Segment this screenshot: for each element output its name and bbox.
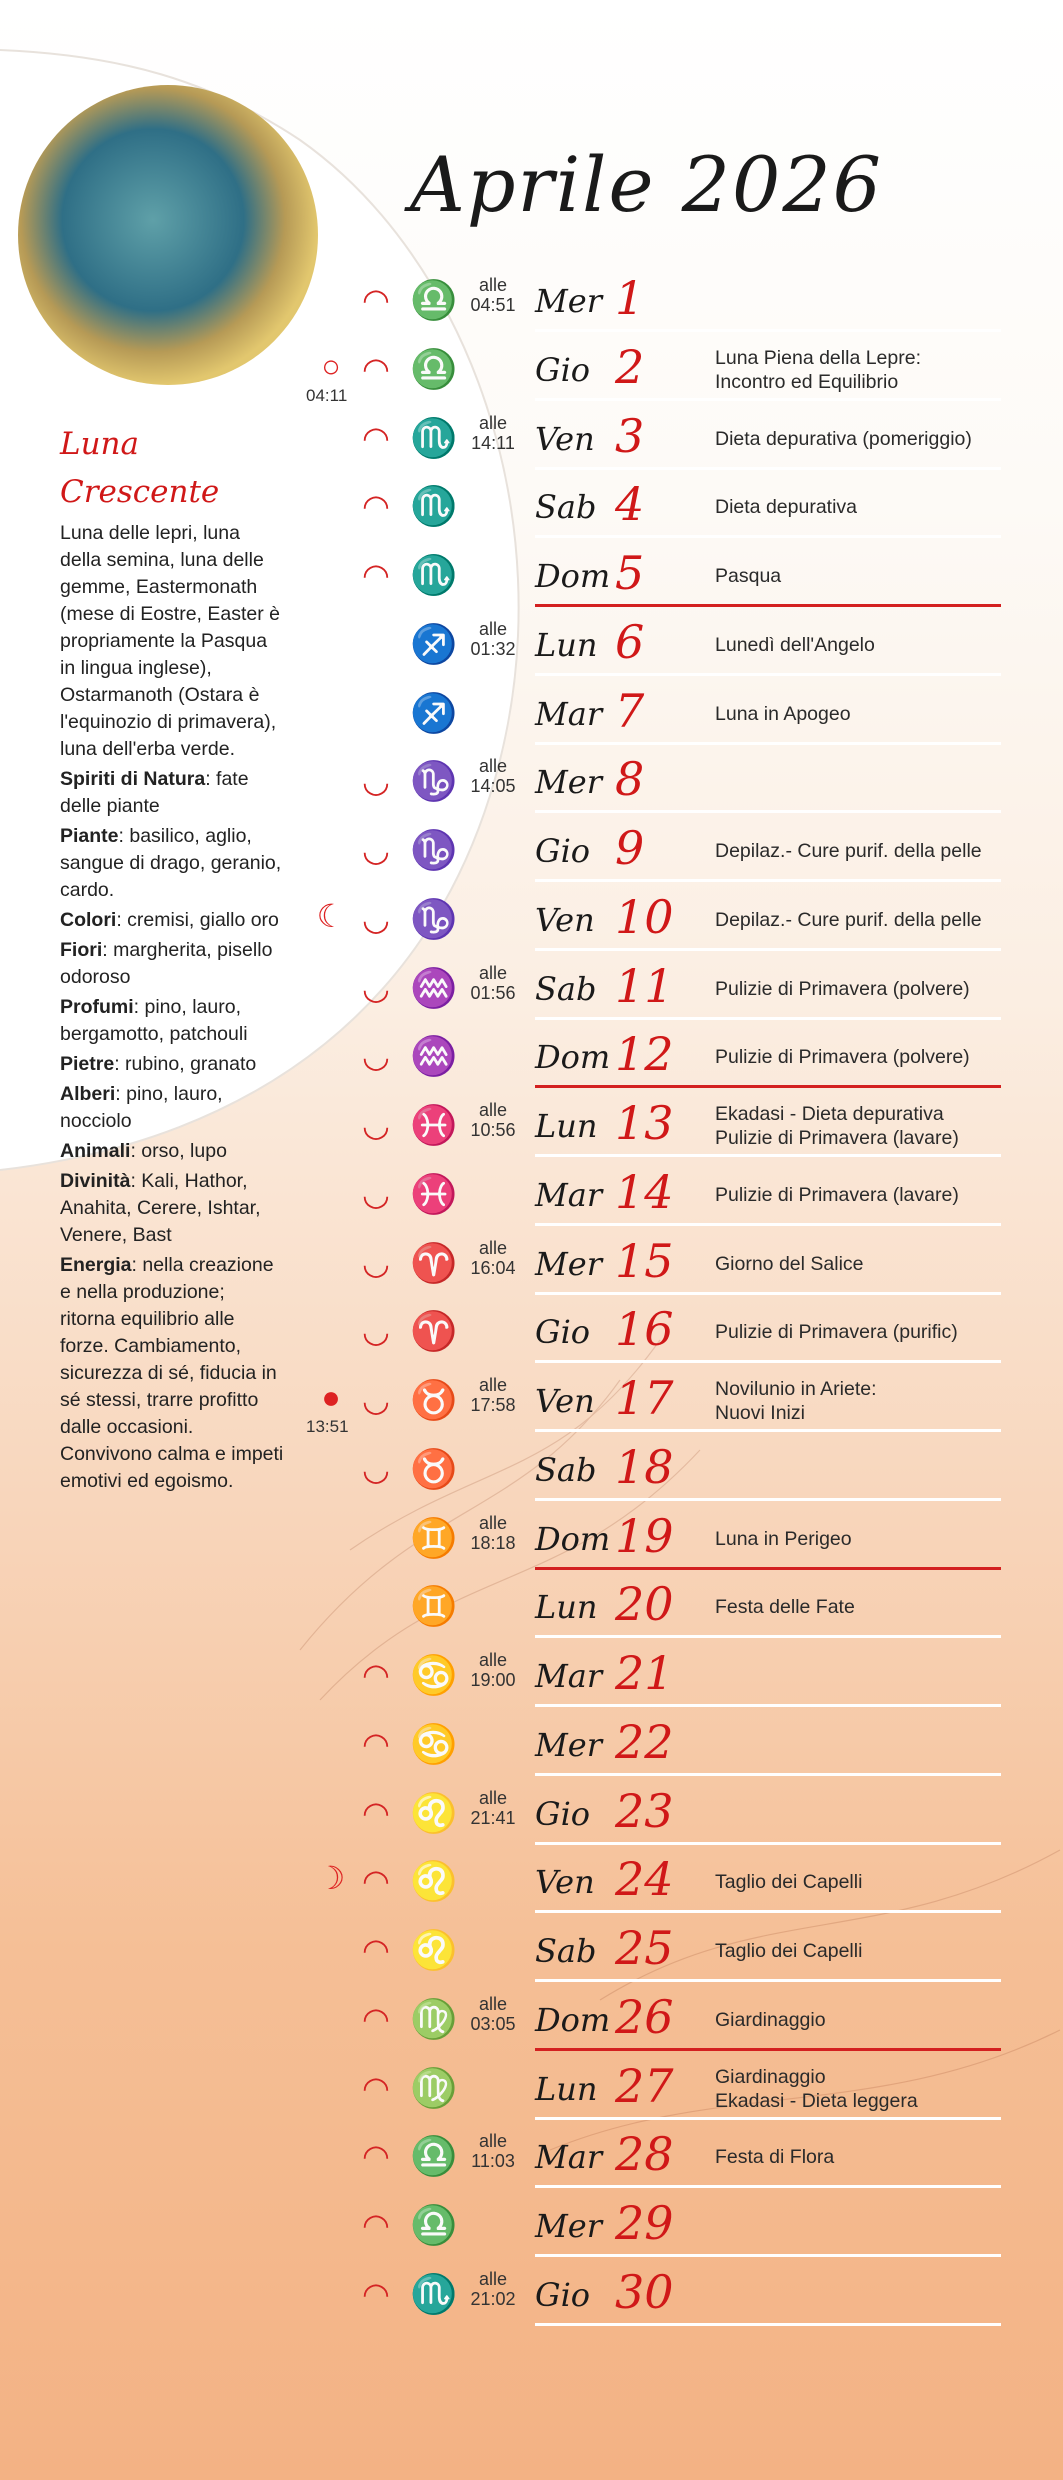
weekday-label: Mar	[535, 1176, 603, 1214]
day-number: 15	[615, 1234, 674, 1288]
moon-arc-icon: ◠	[362, 1726, 390, 1762]
alle-label: alle	[478, 1100, 508, 1120]
moon-arc-icon: ◠	[362, 488, 390, 524]
event-line: Pulizie di Primavera (polvere)	[715, 978, 970, 1000]
zodiac-sign-icon: ♓	[410, 1174, 458, 1216]
calendar-row	[0, 1986, 1063, 2055]
row-separator	[535, 1704, 1001, 1707]
moon-arc-icon: ◠	[362, 1932, 390, 1968]
weekday-label: Gio	[535, 1795, 591, 1833]
moon-arc-icon: ◠	[362, 2070, 390, 2106]
sign-change-clock: 14:05	[470, 776, 516, 796]
moon-phase-time: 04:11	[306, 386, 348, 405]
calendar-row	[0, 1505, 1063, 1574]
moon-phase-icon: ○	[321, 348, 341, 384]
sign-change-time	[470, 963, 516, 1003]
weekday-label: Gio	[535, 351, 591, 389]
calendar-row	[0, 817, 1063, 886]
day-number: 13	[615, 1096, 674, 1150]
weekday-label: Lun	[535, 2070, 598, 2108]
event-line: Nuovi Inizi	[715, 1402, 805, 1424]
zodiac-sign-icon: ♎	[410, 2205, 458, 2247]
weekday-label: Mer	[535, 763, 602, 801]
event-text	[715, 427, 972, 451]
day-number: 23	[615, 1784, 674, 1838]
calendar-row	[0, 542, 1063, 611]
alle-label: alle	[478, 1375, 508, 1395]
row-separator	[535, 1842, 1001, 1845]
sign-change-clock: 21:02	[470, 2289, 516, 2309]
day-number: 27	[615, 2059, 674, 2113]
calendar-row	[0, 1436, 1063, 1505]
day-number: 5	[615, 546, 645, 600]
sidebar-item-text: : Kali, Hathor, Anahita, Cerere, Ishtar, Venere, Bast	[60, 1170, 261, 1246]
alle-label: alle	[478, 619, 508, 639]
event-text	[715, 495, 857, 519]
row-separator	[535, 329, 1001, 332]
sidebar-heading-line1: Luna	[60, 426, 139, 462]
sign-change-time	[470, 1375, 516, 1415]
day-number: 30	[615, 2265, 674, 2319]
alle-label: alle	[478, 1513, 508, 1533]
calendar-row	[0, 336, 1063, 405]
day-number: 22	[615, 1715, 674, 1769]
zodiac-sign-icon: ♋	[410, 1724, 458, 1766]
event-text	[715, 1252, 864, 1276]
event-line: Giardinaggio	[715, 2009, 826, 2031]
weekday-label: Mar	[535, 1657, 603, 1695]
weekday-label: Gio	[535, 1313, 591, 1351]
row-separator	[535, 1498, 1001, 1501]
sidebar-item-text: : fate delle piante	[60, 768, 249, 817]
zodiac-sign-icon: ♏	[410, 2274, 458, 2316]
alle-label: alle	[478, 1788, 508, 1808]
sign-change-clock: 04:51	[470, 295, 516, 315]
calendar-row	[0, 1642, 1063, 1711]
day-number: 7	[615, 684, 645, 738]
weekday-label: Dom	[535, 2001, 611, 2039]
weekday-label: Sab	[535, 488, 597, 526]
week-end-line	[535, 1567, 1001, 1570]
sidebar-item-text: : orso, lupo	[130, 1140, 227, 1162]
sidebar-item-text: : nella creazione e nella produzione; ritorna equilibrio alle forze. Cambiamento, sicurezza di sé, fiducia in sé stessi, trarre profitto dalle occasioni. Convivono calma e impeti emotivi ed egoismo.	[60, 1254, 284, 1492]
weekday-label: Mer	[535, 1726, 602, 1764]
sign-change-time	[470, 619, 516, 659]
row-separator	[535, 948, 1001, 951]
sidebar-item-text: : cremisi, giallo oro	[116, 909, 279, 931]
event-text	[715, 1527, 852, 1551]
moon-arc-icon: ◠	[362, 557, 390, 593]
calendar-row	[0, 955, 1063, 1024]
moon-arc-icon: ◠	[362, 2207, 390, 2243]
sign-change-time	[470, 1100, 516, 1140]
sidebar-item-label: Colori	[60, 909, 117, 931]
weekday-label: Mar	[535, 2138, 603, 2176]
alle-label: alle	[478, 413, 508, 433]
row-separator	[535, 1223, 1001, 1226]
sign-change-clock: 11:03	[471, 2151, 515, 2171]
day-number: 20	[615, 1577, 674, 1631]
alle-label: alle	[478, 756, 508, 776]
zodiac-sign-icon: ♊	[410, 1518, 458, 1560]
sign-change-time	[470, 2131, 516, 2171]
event-text	[715, 1320, 958, 1344]
row-separator	[535, 1154, 1001, 1157]
moon-phase-icon: ☾	[316, 898, 346, 934]
moon-phase-icon: ●	[321, 1379, 341, 1415]
calendar-row	[0, 1780, 1063, 1849]
event-line: Taglio dei Capelli	[715, 1940, 863, 1962]
event-text	[715, 1939, 862, 1963]
moon-arc-icon: ◡	[362, 1107, 390, 1143]
event-line: Ekadasi - Dieta leggera	[715, 2090, 918, 2112]
moon-arc-icon: ◠	[362, 2276, 390, 2312]
weekday-label: Lun	[535, 626, 598, 664]
zodiac-sign-icon: ♌	[410, 1930, 458, 1972]
zodiac-sign-icon: ♏	[410, 418, 458, 460]
day-number: 16	[615, 1302, 674, 1356]
event-line: Incontro ed Equilibrio	[715, 371, 899, 393]
day-number: 2	[615, 340, 645, 394]
sign-change-time	[470, 1650, 516, 1690]
zodiac-sign-icon: ♐	[410, 693, 458, 735]
zodiac-sign-icon: ♎	[410, 280, 458, 322]
event-text	[715, 908, 982, 932]
zodiac-sign-icon: ♏	[410, 486, 458, 528]
weekday-label: Ven	[535, 1382, 595, 1420]
day-number: 12	[615, 1027, 674, 1081]
event-line: Depilaz.- Cure purif. della pelle	[715, 840, 982, 862]
event-line: Giorno del Salice	[715, 1253, 864, 1275]
sign-change-clock: 17:58	[470, 1395, 516, 1415]
event-text	[715, 702, 851, 726]
sidebar-item-label: Profumi	[60, 996, 134, 1018]
row-separator	[535, 742, 1001, 745]
day-number: 8	[615, 752, 645, 806]
event-text	[715, 2065, 918, 2113]
calendar-row	[0, 1230, 1063, 1299]
sign-change-time	[470, 1788, 516, 1828]
zodiac-sign-icon: ♌	[410, 1793, 458, 1835]
moon-arc-icon: ◡	[362, 1451, 390, 1487]
day-number: 25	[615, 1921, 674, 1975]
calendar-row	[0, 1161, 1063, 1230]
day-number: 1	[615, 271, 645, 325]
day-number: 9	[615, 821, 645, 875]
row-separator	[535, 2185, 1001, 2188]
moon-phase-time: 13:51	[306, 1417, 349, 1436]
weekday-label: Ven	[535, 901, 595, 939]
zodiac-sign-icon: ♍	[410, 2068, 458, 2110]
sign-change-clock: 01:56	[470, 983, 516, 1003]
weekday-label: Sab	[535, 970, 597, 1008]
event-text	[715, 1102, 959, 1150]
event-line: Luna Piena della Lepre:	[715, 347, 921, 369]
sign-change-time	[470, 275, 516, 315]
alle-label: alle	[478, 963, 508, 983]
sidebar-item-text: : pino, lauro, bergamotto, patchouli	[60, 996, 248, 1045]
zodiac-sign-icon: ♒	[410, 1036, 458, 1078]
zodiac-sign-icon: ♍	[410, 1999, 458, 2041]
event-text	[715, 633, 875, 657]
calendar-row	[0, 1573, 1063, 1642]
calendar-row	[0, 1298, 1063, 1367]
calendar-row	[0, 680, 1063, 749]
moon-arc-icon: ◠	[362, 1657, 390, 1693]
moon-arc-icon: ◡	[362, 1245, 390, 1281]
calendar-row	[0, 1848, 1063, 1917]
alle-label: alle	[478, 2131, 508, 2151]
day-number: 29	[615, 2196, 674, 2250]
calendar-row	[0, 748, 1063, 817]
sign-change-clock: 18:18	[470, 1533, 516, 1553]
weekday-label: Sab	[535, 1451, 597, 1489]
row-separator	[535, 398, 1001, 401]
weekday-label: Gio	[535, 2276, 591, 2314]
sign-change-clock: 03:05	[470, 2014, 516, 2034]
sign-change-clock: 21:41	[470, 1808, 516, 1828]
moon-arc-icon: ◡	[362, 970, 390, 1006]
weekday-label: Dom	[535, 1038, 611, 1076]
sign-change-time	[470, 756, 516, 796]
event-text	[715, 1377, 877, 1425]
event-text	[715, 1045, 970, 1069]
alle-label: alle	[478, 2269, 508, 2289]
row-separator	[535, 1360, 1001, 1363]
weekday-label: Mer	[535, 282, 602, 320]
calendar-row	[0, 2123, 1063, 2192]
week-end-line	[535, 2048, 1001, 2051]
zodiac-sign-icon: ♑	[410, 830, 458, 872]
sidebar-item-text: : margherita, pisello odoroso	[60, 939, 273, 988]
sidebar-item-label: Energia	[60, 1254, 132, 1276]
event-line: Pasqua	[715, 565, 782, 587]
day-number: 19	[615, 1509, 674, 1563]
row-separator	[535, 2323, 1001, 2326]
zodiac-sign-icon: ♑	[410, 899, 458, 941]
calendar-row	[0, 405, 1063, 474]
weekday-label: Mer	[535, 1245, 602, 1283]
sign-change-clock: 16:04	[470, 1258, 516, 1278]
calendar-row	[0, 2261, 1063, 2330]
event-line: Dieta depurativa	[715, 496, 858, 518]
event-line: Depilaz.- Cure purif. della pelle	[715, 909, 982, 931]
weekday-label: Lun	[535, 1107, 598, 1145]
row-separator	[535, 1773, 1001, 1776]
zodiac-sign-icon: ♎	[410, 349, 458, 391]
event-line: Novilunio in Ariete:	[715, 1378, 877, 1400]
weekday-label: Dom	[535, 1520, 611, 1558]
week-end-line	[535, 1085, 1001, 1088]
weekday-label: Dom	[535, 557, 611, 595]
day-number: 10	[615, 890, 674, 944]
event-text	[715, 564, 781, 588]
day-number: 24	[615, 1852, 674, 1906]
moon-arc-icon: ◠	[362, 282, 390, 318]
row-separator	[535, 467, 1001, 470]
event-text	[715, 1183, 959, 1207]
moon-arc-icon: ◡	[362, 1313, 390, 1349]
row-separator	[535, 1979, 1001, 1982]
event-line: Pulizie di Primavera (purific)	[715, 1321, 958, 1343]
event-line: Pulizie di Primavera (lavare)	[715, 1127, 959, 1149]
row-separator	[535, 2254, 1001, 2257]
row-separator	[535, 1292, 1001, 1295]
moon-arc-icon: ◠	[362, 351, 390, 387]
event-text	[715, 2008, 826, 2032]
event-text	[715, 2145, 834, 2169]
sign-change-time	[470, 1238, 516, 1278]
zodiac-sign-icon: ♋	[410, 1655, 458, 1697]
moon-arc-icon: ◠	[362, 1863, 390, 1899]
day-number: 4	[615, 477, 645, 531]
calendar-row	[0, 1367, 1063, 1436]
sidebar-item-label: Pietre	[60, 1053, 115, 1075]
row-separator	[535, 810, 1001, 813]
sign-change-time	[470, 413, 516, 453]
sidebar-item-label: Fiori	[60, 939, 103, 961]
weekday-label: Sab	[535, 1932, 597, 1970]
day-number: 18	[615, 1440, 674, 1494]
calendar-row	[0, 2192, 1063, 2261]
weekday-label: Ven	[535, 1863, 595, 1901]
day-number: 14	[615, 1165, 674, 1219]
sidebar-item-text: : pino, lauro, nocciolo	[60, 1083, 223, 1132]
sidebar-item-label: Piante	[60, 825, 119, 847]
row-separator	[535, 1429, 1001, 1432]
day-number: 6	[615, 615, 645, 669]
day-number: 11	[615, 959, 674, 1013]
weekday-label: Lun	[535, 1588, 598, 1626]
event-text	[715, 1595, 855, 1619]
sign-change-clock: 19:00	[470, 1670, 516, 1690]
zodiac-sign-icon: ♉	[410, 1380, 458, 1422]
sign-change-time	[470, 2269, 516, 2309]
sign-change-clock: 14:11	[471, 433, 515, 453]
event-line: Ekadasi - Dieta depurativa	[715, 1103, 944, 1125]
event-text	[715, 839, 982, 863]
alle-label: alle	[478, 1238, 508, 1258]
alle-label: alle	[478, 275, 508, 295]
event-line: Giardinaggio	[715, 2066, 826, 2088]
calendar-row	[0, 611, 1063, 680]
alle-label: alle	[478, 1994, 508, 2014]
moon-arc-icon: ◡	[362, 1382, 390, 1418]
row-separator	[535, 879, 1001, 882]
calendar-row	[0, 1917, 1063, 1986]
row-separator	[535, 673, 1001, 676]
sidebar-heading-line2: Crescente	[60, 474, 220, 510]
row-separator	[535, 1017, 1001, 1020]
sidebar-item-text: : rubino, granato	[114, 1053, 257, 1075]
moon-arc-icon: ◡	[362, 901, 390, 937]
sidebar-item-label: Animali	[60, 1140, 131, 1162]
calendar-row	[0, 1092, 1063, 1161]
sign-change-clock: 10:56	[470, 1120, 516, 1140]
moon-arc-icon: ◡	[362, 1038, 390, 1074]
zodiac-sign-icon: ♈	[410, 1311, 458, 1353]
event-line: Festa delle Fate	[715, 1596, 855, 1618]
row-separator	[535, 1910, 1001, 1913]
sidebar-item-label: Divinità	[60, 1170, 131, 1192]
sign-change-clock: 01:32	[470, 639, 516, 659]
row-separator	[535, 1635, 1001, 1638]
zodiac-sign-icon: ♉	[410, 1449, 458, 1491]
calendar-row	[0, 1023, 1063, 1092]
calendar-row	[0, 2055, 1063, 2124]
day-number: 3	[615, 409, 645, 463]
sidebar-intro: Luna delle lepri, luna della semina, luna delle gemme, Eastermonath (mese di Eostre, Easter è propriamente la Pasqua in lingua inglese), Ostarmanoth (Ostara è l'equinozio di primavera), luna dell'erba verde.	[60, 522, 281, 760]
moon-phase-icon: ☽	[316, 1860, 346, 1896]
calendar-row	[0, 886, 1063, 955]
sidebar-item-text: : basilico, aglio, sangue di drago, geranio, cardo.	[60, 825, 282, 901]
moon-arc-icon: ◡	[362, 832, 390, 868]
weekday-label: Mer	[535, 2207, 602, 2245]
calendar-row	[0, 473, 1063, 542]
day-number: 17	[615, 1371, 674, 1425]
zodiac-sign-icon: ♈	[410, 1243, 458, 1285]
sidebar-item-label: Alberi	[60, 1083, 116, 1105]
alle-label: alle	[478, 1650, 508, 1670]
calendar-row	[0, 1711, 1063, 1780]
moon-arc-icon: ◡	[362, 1176, 390, 1212]
weekday-label: Gio	[535, 832, 591, 870]
moon-arc-icon: ◠	[362, 2138, 390, 2174]
event-line: Festa di Flora	[715, 2146, 835, 2168]
zodiac-sign-icon: ♏	[410, 555, 458, 597]
event-text	[715, 977, 970, 1001]
page-title: Aprile 2026	[410, 140, 884, 229]
event-line: Pulizie di Primavera (lavare)	[715, 1184, 959, 1206]
moon-arc-icon: ◠	[362, 420, 390, 456]
day-number: 26	[615, 1990, 674, 2044]
weekday-label: Ven	[535, 420, 595, 458]
calendar-row	[0, 267, 1063, 336]
zodiac-sign-icon: ♑	[410, 761, 458, 803]
weekday-label: Mar	[535, 695, 603, 733]
event-line: Luna in Apogeo	[715, 703, 851, 725]
event-text	[715, 1870, 862, 1894]
zodiac-sign-icon: ♐	[410, 624, 458, 666]
week-end-line	[535, 604, 1001, 607]
event-text	[715, 346, 921, 394]
day-number: 21	[615, 1646, 674, 1700]
event-line: Dieta depurativa (pomeriggio)	[715, 428, 972, 450]
event-line: Lunedì dell'Angelo	[715, 634, 875, 656]
row-separator	[535, 535, 1001, 538]
moon-arc-icon: ◡	[362, 763, 390, 799]
day-number: 28	[615, 2127, 674, 2181]
moon-arc-icon: ◠	[362, 2001, 390, 2037]
zodiac-sign-icon: ♌	[410, 1861, 458, 1903]
row-separator	[535, 2117, 1001, 2120]
zodiac-sign-icon: ♓	[410, 1105, 458, 1147]
sign-change-time	[470, 1513, 516, 1553]
zodiac-sign-icon: ♎	[410, 2136, 458, 2178]
event-line: Taglio dei Capelli	[715, 1871, 863, 1893]
zodiac-sign-icon: ♒	[410, 968, 458, 1010]
moon-arc-icon: ◠	[362, 1795, 390, 1831]
sidebar-item-label: Spiriti di Natura	[60, 768, 206, 790]
event-line: Luna in Perigeo	[715, 1528, 852, 1550]
zodiac-sign-icon: ♊	[410, 1586, 458, 1628]
event-line: Pulizie di Primavera (polvere)	[715, 1046, 970, 1068]
sign-change-time	[470, 1994, 516, 2034]
